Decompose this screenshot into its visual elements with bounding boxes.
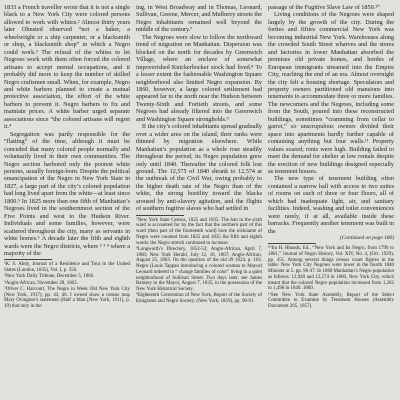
footnote: ²K. S. Abdy, Journal of a Residence and Tour in the United States (London, 1835), Vol. I, p. 356. xyxy=(4,262,130,274)
footnote: ³New York Daily Tribune, December 5, 1866. xyxy=(4,274,95,280)
footnote-rule xyxy=(136,215,184,216)
body-paragraph: The Negroes were slow to follow the northward trend of migration on Manhattan. Dispersion was blocked on the north for decades by Greenwich Village, where an enclave of somewhat impoverished Knickerbocker stock had lived.⁸ To a lesser extent the fashionable Washington Square neighborhood also limited Negro expansion. By 1860, however, a large colored settlement had appeared far to the north near the Hudson between Twenty-Sixth and Fortieth streets, and some Negroes had already filtered into the Greenwich and Washington Square strongholds.⁹ xyxy=(136,33,262,123)
body-paragraph: If the city’s colored inhabitants spread gradually over a wider area on the island, their ranks were thinned by migration elsewhere. While Manhattan’s population as a whole rose steadily throughout the period, its Negro population grew only until 1840. Thereafter the colored folk lost ground. The 12,575 of 1840 shrank to 12,574 at the outbreak of the Civil War, owing probably to the higher death rate of the Negro than of the white, the strong hostility toward the blacks aroused by anti-slavery agitation, and the flights of southern fugitive slaves who had settled in xyxy=(136,123,262,213)
footnote: ¹¹See New York State Assembly, Report of the Select Committee to Examine by Tenement Houses (Assembly Document 205, 1857). xyxy=(268,292,394,310)
column-3 xyxy=(268,4,394,400)
footnote-rule xyxy=(4,259,52,260)
body-paragraph: 1833 a French traveller wrote that it is not a single black to a New York City were colored persons allowed to work with whites.² Almost thirty years later Olmsted observed “not a baker, a wheelwright or a ship carpenter, or a blacksmith or shop, a blacksmith shop” in which a Negro could work.³ The refusal of the whites to let Negroes work with them often forced the colored artisans to accept menial occupations, and it probably did more to keep the number of skilled Negro craftsmen small. When, for example, Negro and white barbers planned to create a mutual protective association, the effort of the white barbers to prevent it. Negro barbers to fix and maintain prices. A white barber urged separate associations since “the colored artisans will regret it.⁴ xyxy=(4,4,130,131)
body-paragraph: passage of the Fugitive Slave Law of 1850.¹⁰ xyxy=(268,4,380,11)
body-paragraph: ing, in West Broadway and in Thomas, Leonard, Sullivan, Greene, Mercer, and Mulberry streets the Negro inhabitants remained well beyond the middle of the century.⁷ xyxy=(136,4,262,34)
body-paragraph: The new type of tenement building often contained a narrow hall with access to two suites of rooms on each of three or four floors, all of which had inadequate light, air, and sanitary facilities. Indeed, washing and toilet conveniences were rarely, if at all, available inside these barracks. Frequently another tenement was built in the xyxy=(268,175,394,235)
continued-note: (Continued on page 180) xyxy=(339,235,394,242)
footnote: ⁸Longworth’s Directory, 1852-53; Anglo-African, April 7, 1860; New York Herald, July 12, 18, 1867; Anglo-African, August 25, 1863. On the question of the old 49 1924, p. 103. Negro (Louis Tappan introducing a colored woman to Mayor) Leonard ordered to “ change families of color” living in a quiet neighborhood of Sullivan Street. Two days later, see James Ramsey to the Mayor, August 7, 1835, in the possession of the New York Historical Society. xyxy=(136,246,262,293)
footnote: ⁴Anglo-African, November 28, 1863. xyxy=(4,280,78,286)
footnote-rule xyxy=(268,243,316,244)
column-2 xyxy=(136,4,262,400)
footnote: ⁹Eighteenth Convention of New York, Report of the Society of Emigrants and Negro Society, (New York, 1859), pp. 90-91. xyxy=(136,293,262,305)
footnote: ¹⁰Ira H. Rhoads, Ed., “New York and Its Negro, from 1790 to 1861,” Journal of Negro History, Vol. XIV, No. 4, (Oct. 1929), pp. 451. Among several things census count figures in the table: New York City Negroes were lower in the fourth 1840 Minister at 5. pp. 90-47. In 1860 Manhattan’s Negro population as follows: 12,949 and 12,574 in 1860, New York City, which meant that the colored Negro population increased from 1,262 to 1,496 in 1840. 1860. xyxy=(268,246,394,292)
footnote: ⁷New York State Census, 1825 and 1835. The ban in the sixth ward is accounted for by the fact that the northern part of this ward (then part of the fourteenth ward) bore the nickname of Negro were counted from 1825 and 1835 the fifth and eighth wards; the Negro stretch continued to increase. xyxy=(136,217,262,246)
footnote: ⁵Oliver C. Harcourt, The Negro in Week Old New York City (New York, 1917), pp. 43, 46. I owned show a census map Mary Ovington’s statement (Half a Man [New York, 1911], p. 19) that only in the xyxy=(4,286,130,310)
column-1 xyxy=(4,4,130,400)
body-paragraph: Living conditions of the Negroes were shaped largely by the growth of the city. During the forties and fifties commercial New York was becoming industrial New York. Warehouses along the crowded South Street wharves and the stores and factories in lower Manhattan absorbed the premises old private homes, and hordes of European immigrants streamed into the Empire City, reaching the end of an era. Almost overnight the city felt a housing shortage. Speculators and property owners partitioned old mansions into tenements to accommodate three or more families. The newcomers and the Negroes, including some from the South, poured into these reconstructed buildings, sometimes “cramming from cellar to garret,” so unscrupulous owners divided their space into apartments hardly further capable of containing anything but four walls.¹¹ Property values soared; rents were high. Building failed to meet the demand for shelter at low rentals despite the erection of new buildings designed especially as tenement houses. xyxy=(268,11,394,175)
body-paragraph: Segregation was partly responsible for the “flatting” of the time, although it must be conceded that many colored people normally and voluntarily lived in their own communities. The Negro section harbored only the poorest white persons, usually foreign-born. Despite the political emancipation of the Negro in New York State in 1827, a large part of the city’s colored population had long lived apart from the white—at least since 1800.⁵ In 1825 more than one fifth of Manhattan’s Negroes lived in the southernmost section of the Five Points and west to the Hudson River. Individuals and some families, however, were scattered throughout the city, many as servants in white homes.⁶ A decade later the fifth and eighth wards were the Negro districts, where ² ³ ⁴ where a majority of the xyxy=(4,130,130,257)
